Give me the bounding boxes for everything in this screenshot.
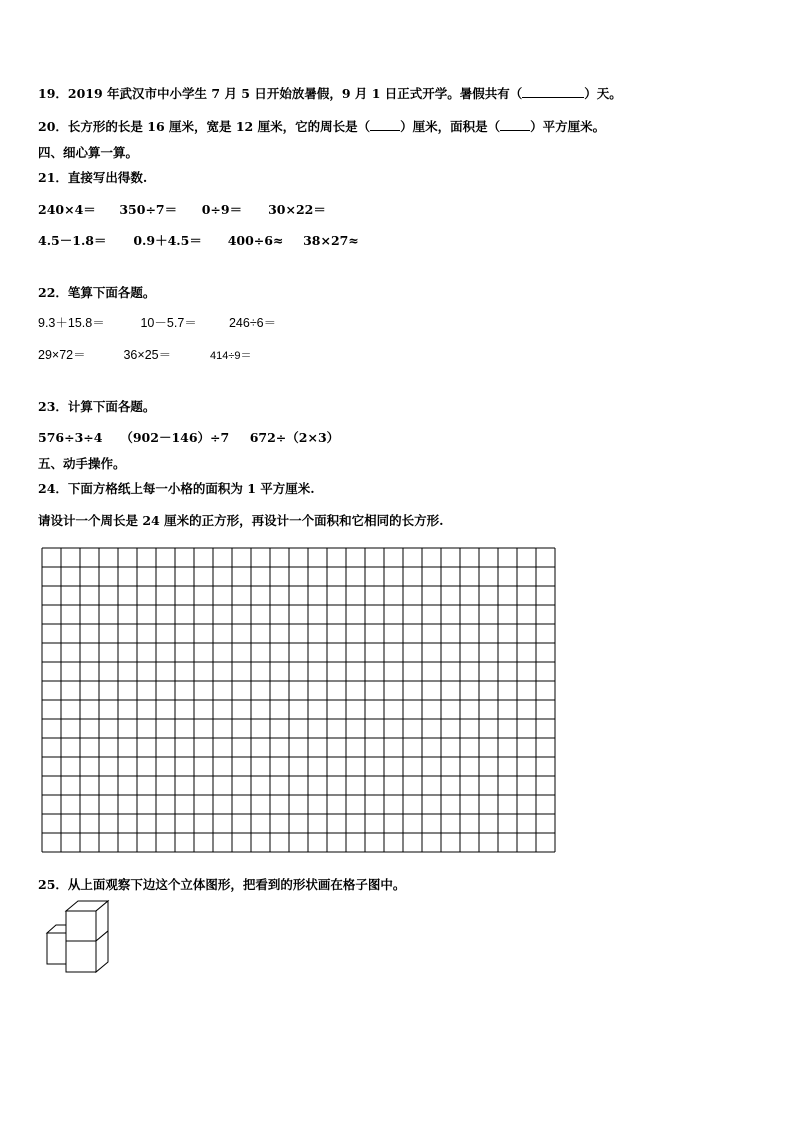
question-20-text-1: 20．长方形的长是 16 厘米，宽是 12 厘米，它的周长是（ [38,119,371,134]
question-24-line-2: 请设计一个周长是 24 厘米的正方形，再设计一个面积和它相同的长方形. [38,513,444,528]
expression: 10－5.7＝ [140,316,197,330]
question-23-title: 23．计算下面各题。 [38,399,156,414]
answer-blank-perimeter[interactable] [370,119,400,131]
square-grid-paper[interactable] [41,547,556,854]
stacked-cubes-figure [44,899,120,977]
question-20-text-2: ）厘米，面积是（ [400,119,501,134]
top-cube-front-face [66,911,96,941]
question-20-text-3: ）平方厘米。 [530,119,606,134]
expression: 246÷6＝ [228,316,277,330]
expression: 38×27≈ [303,233,359,248]
question-24-line-1: 24．下面方格纸上每一小格的面积为 1 平方厘米. [38,481,315,496]
expression: 4.5－1.8＝ [38,233,107,248]
left-cube-top-face [47,925,66,933]
section-5-title: 五、动手操作。 [38,456,126,471]
question-21-title: 21．直接写出得数. [38,170,148,185]
left-cube-front-face [47,933,66,964]
expression: 30×22＝ [268,202,326,217]
question-19-text: 19．2019 年武汉市中小学生 7 月 5 日开始放暑假，9 月 1 日正式开学。暑假共有（ [38,86,523,101]
expression: 414÷9＝ [209,350,252,362]
expression: 240×4＝ [38,202,96,217]
expression: 36×25＝ [123,348,172,362]
question-25-title: 25．从上面观察下边这个立体图形，把看到的形状画在格子图中。 [38,877,406,892]
question-22-title: 22．笔算下面各题。 [38,285,156,300]
bottom-cube-front-face [66,941,96,972]
answer-blank-area[interactable] [500,119,530,131]
expression: 29×72＝ [38,348,86,362]
section-4-title: 四、细心算一算。 [38,145,139,160]
answer-blank[interactable] [522,86,584,98]
expression: 400÷6≈ [227,233,284,248]
question-23-items [38,428,339,446]
expression: 672÷（2×3） [249,430,340,445]
question-19-suffix: ）天。 [584,86,622,101]
expression: （902－146）÷7 [120,430,230,445]
question-21-row-2 [38,231,359,249]
expression: 350÷7＝ [119,202,178,217]
expression: 9.3＋15.8＝ [38,316,105,330]
question-20 [38,117,605,135]
expression: 576÷3÷4 [38,430,103,445]
question-21-row-1 [38,200,326,218]
question-22-row-2 [38,345,251,363]
question-22-row-1 [38,313,276,331]
question-19 [38,84,622,102]
expression: 0÷9＝ [201,202,243,217]
expression: 0.9＋4.5＝ [133,233,202,248]
